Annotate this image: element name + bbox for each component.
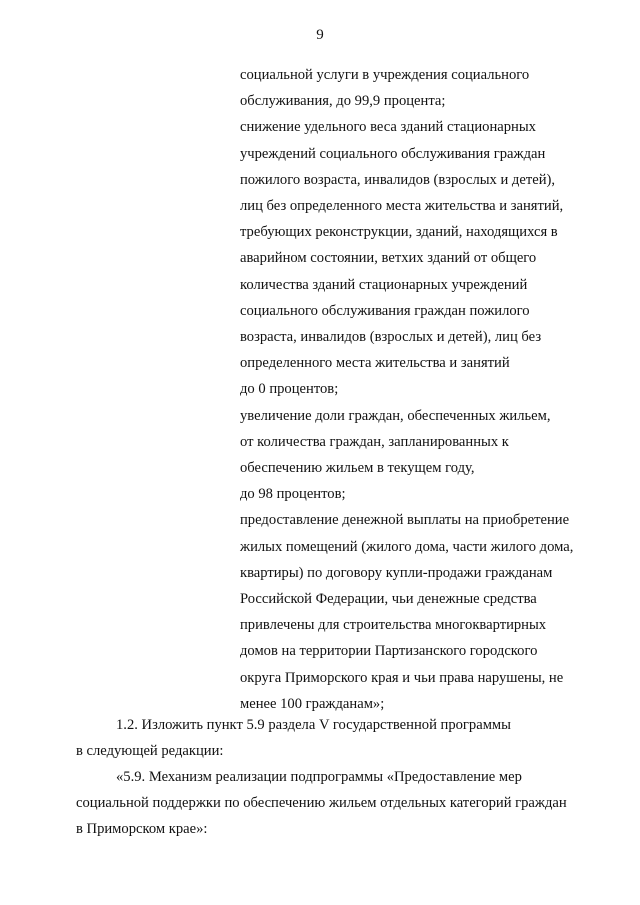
indented-list-column (240, 62, 590, 717)
text-line: «5.9. Механизм реализации подпрограммы «Предоставление мер (116, 769, 522, 785)
text-line: Российской Федерации, чьи денежные средства (240, 591, 537, 608)
body-paragraph (76, 712, 590, 764)
text-line: учреждений социального обслуживания граждан (240, 145, 546, 162)
text-line: округа Приморского края и чьи права нарушены, не (240, 669, 564, 686)
text-line: предоставление денежной выплаты на приобретение (240, 512, 570, 529)
text-line: увеличение доли граждан, обеспеченных жильем, (240, 407, 551, 424)
text-line: привлечены для строительства многоквартирных (240, 617, 547, 634)
text-line: 1.2. Изложить пункт 5.9 раздела V государственной программы (116, 717, 511, 733)
text-line: социальной поддержки по обеспечению жильем отдельных категорий граждан (76, 795, 567, 812)
list-item (240, 403, 590, 508)
text-line: социальной услуги в учреждения социального (240, 67, 530, 83)
text-line: пожилого возраста, инвалидов (взрослых и детей), (240, 171, 556, 188)
text-line: требующих реконструкции, зданий, находящихся в (240, 224, 558, 241)
page-number: 9 (316, 27, 324, 43)
text-line: лиц без определенного места жительства и занятий, (240, 198, 564, 215)
list-item (240, 507, 590, 717)
text-line: квартиры) по договору купли-продажи гражданам (240, 564, 553, 581)
text-line: до 0 процентов; (240, 381, 339, 398)
list-item (240, 62, 590, 114)
body-paragraph (76, 764, 590, 843)
text-line: аварийном состоянии, ветхих зданий от общего (240, 250, 537, 267)
text-line: снижение удельного веса зданий стационарных (240, 119, 536, 136)
text-line: обеспечению жильем в текущем году, (240, 460, 475, 477)
text-line: в следующей редакции: (76, 743, 224, 760)
body-paragraph-block (76, 712, 590, 764)
text-line: социального обслуживания граждан пожилого (240, 302, 530, 319)
text-line: от количества граждан, запланированных к (240, 433, 509, 450)
text-line: обслуживания, до 99,9 процента; (240, 93, 446, 110)
text-line: возраста, инвалидов (взрослых и детей), лиц без (240, 329, 542, 346)
text-line: до 98 процентов; (240, 486, 346, 503)
text-line: домов на территории Партизанского городского (240, 643, 538, 660)
text-line: жилых помещений (жилого дома, части жилого дома, (240, 538, 574, 555)
text-line: менее 100 гражданам»; (240, 695, 385, 712)
body-paragraph-block (76, 764, 590, 843)
text-line: определенного места жительства и занятий (240, 355, 510, 372)
text-line: в Приморском крае»: (76, 821, 208, 838)
list-item (240, 114, 590, 402)
text-line: количества зданий стационарных учреждений (240, 276, 528, 293)
